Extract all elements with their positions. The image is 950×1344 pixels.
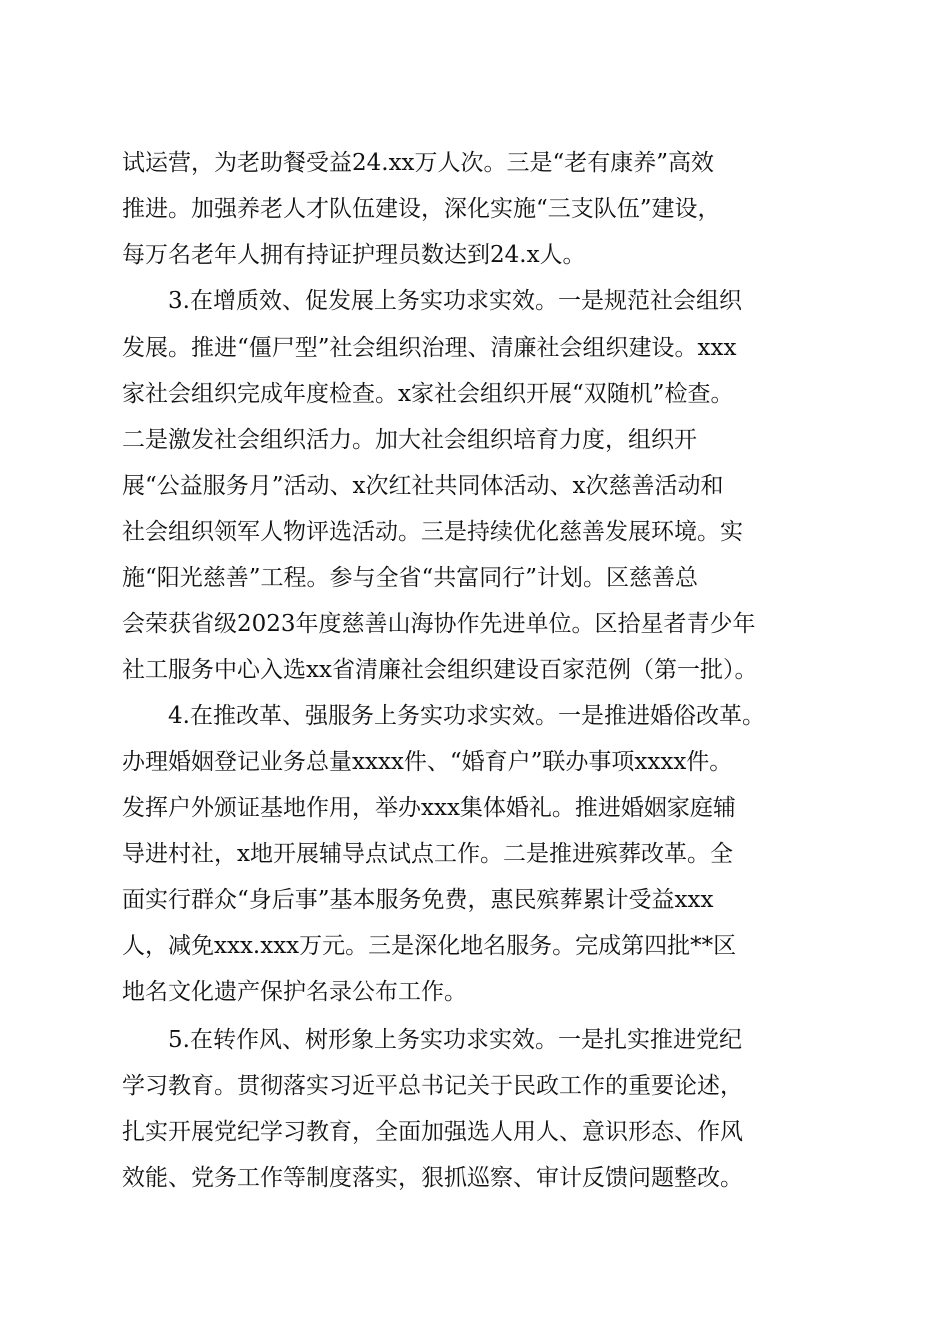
text-line: 学习教育。贯彻落实习近平总书记关于民政工作的重要论述， (122, 1073, 743, 1099)
text-line: 推进。加强养老人才队伍建设，深化实施“三支队伍”建设， (122, 196, 721, 222)
text-line: 社会组织领军人物评选活动。三是持续优化慈善发展环境。实 (122, 519, 743, 545)
text-line: 会荣获省级2023年度慈善山海协作先进单位。区拾星者青少年 (122, 611, 756, 637)
text-line: 展“公益服务月”活动、x次红社共同体活动、x次慈善活动和 (122, 473, 724, 499)
text-line: 面实行群众“身后事”基本服务免费，惠民殡葬累计受益xxx (122, 887, 714, 913)
text-line: 每万名老年人拥有持证护理员数达到24.x人。 (122, 242, 586, 268)
paragraph-heading-3: 3.在增质效、促发展上务实功求实效。一是规范社会组织 (168, 288, 742, 314)
text-line: 发展。推进“僵尸型”社会组织治理、清廉社会组织建设。xxx (122, 335, 737, 361)
text-line: 人，减免xxx.xxx万元。三是深化地名服务。完成第四批**区 (122, 933, 737, 959)
text-line: 扎实开展党纪学习教育，全面加强选人用人、意识形态、作风 (122, 1119, 743, 1145)
text-line: 二是激发社会组织活力。加大社会组织培育力度，组织开 (122, 427, 697, 453)
text-line: 试运营，为老助餐受益24.xx万人次。三是“老有康养”高效 (122, 150, 715, 176)
text-line: 导进村社，x地开展辅导点试点工作。二是推进殡葬改革。全 (122, 841, 733, 867)
text-line: 地名文化遗产保护名录公布工作。 (122, 979, 467, 1005)
text-line: 发挥户外颁证基地作用，举办xxx集体婚礼。推进婚姻家庭辅 (122, 795, 736, 821)
text-line: 办理婚姻登记业务总量xxxx件、“婚育户”联办事项xxxx件。 (122, 749, 733, 775)
text-line: 施“阳光慈善”工程。参与全省“共富同行”计划。区慈善总 (122, 565, 699, 591)
text-line: 家社会组织完成年度检查。x家社会组织开展“双随机”检查。 (122, 381, 734, 407)
text-line: 社工服务中心入选xx省清廉社会组织建设百家范例（第一批）。 (122, 657, 758, 683)
paragraph-heading-4: 4.在推改革、强服务上务实功求实效。一是推进婚俗改革。 (168, 703, 765, 729)
paragraph-heading-5: 5.在转作风、树形象上务实功求实效。一是扎实推进党纪 (168, 1027, 742, 1053)
text-line: 效能、党务工作等制度落实，狠抓巡察、审计反馈问题整改。 (122, 1165, 743, 1191)
